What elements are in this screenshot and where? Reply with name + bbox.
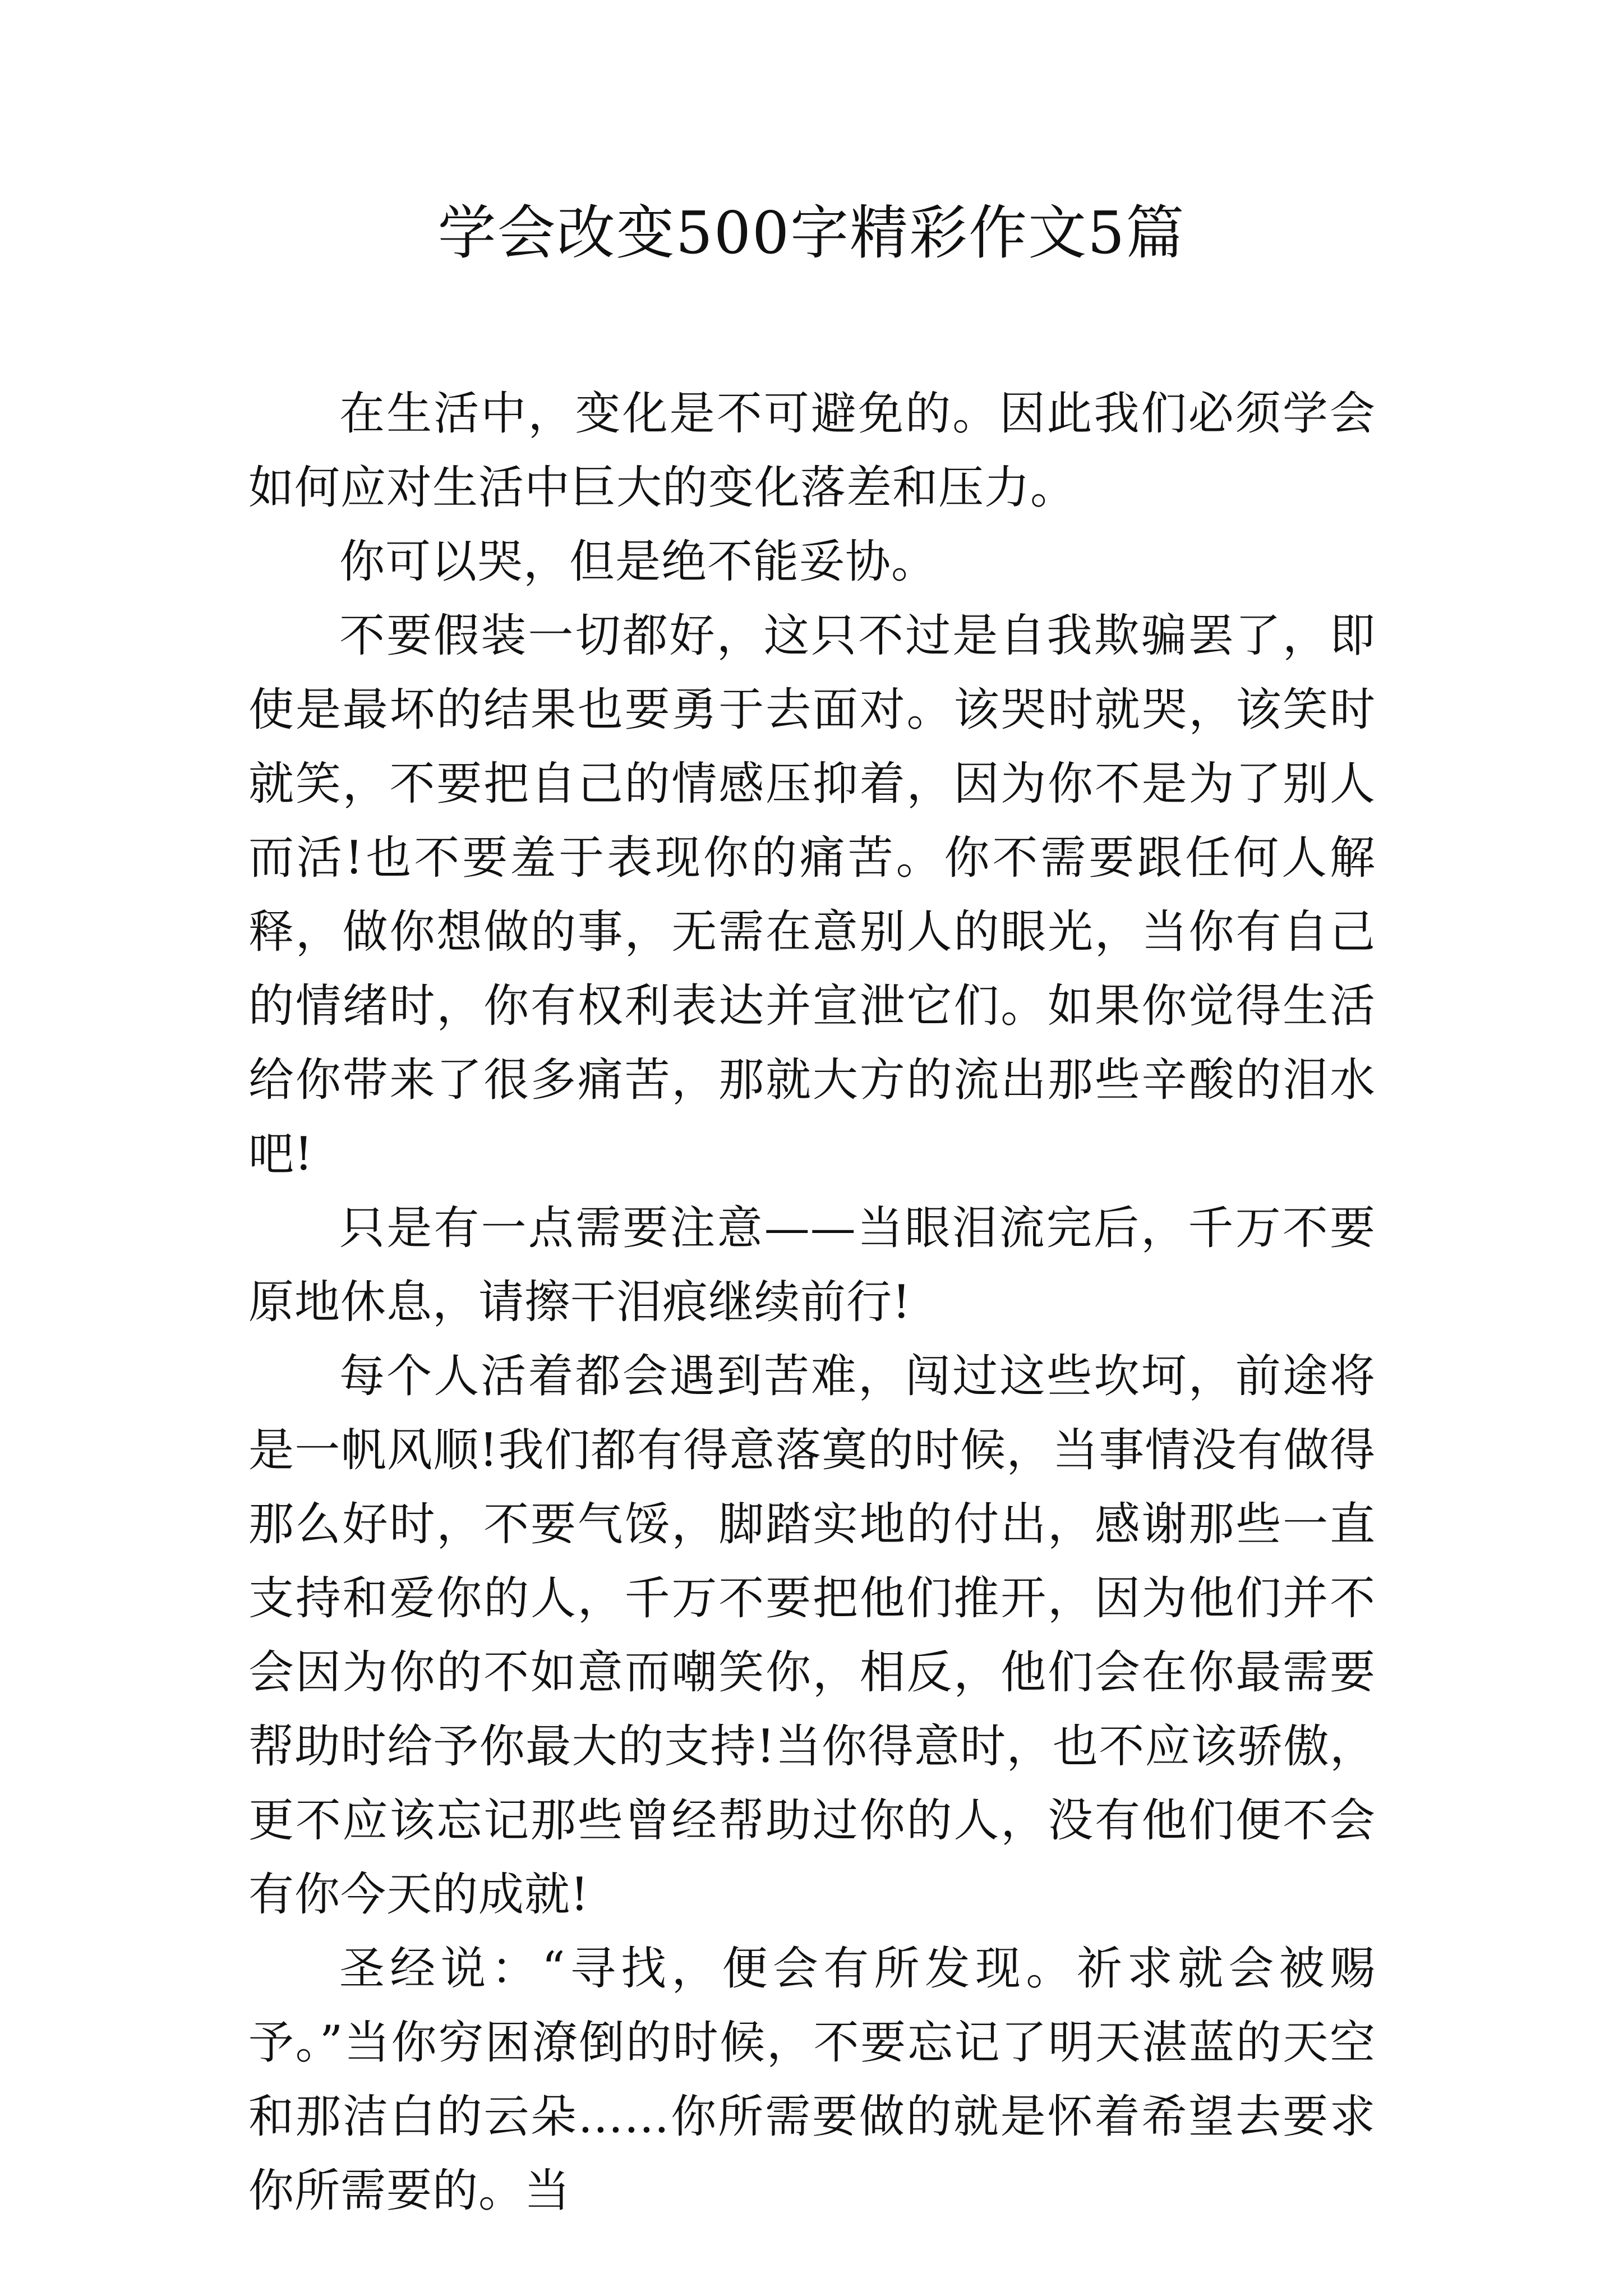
paragraph: 你可以哭，但是绝不能妥协。 (339, 536, 938, 588)
paragraph: 不要假装一切都好，这只不过是自我欺骗罢了，即使是最坏的结果也要勇于去面对。该哭时就哭，该笑时就笑，不要把自己的情感压抑着，因为你不是为了别人而活!也不要羞于表现你的痛苦。你不需要跟任何人解释，做你想做的事，无需在意别人的眼光，当你有自己的情绪时，你有权利表达并宣泄它们。如果你觉得生活给你带来了很多痛苦，那就大方的流出那些辛酸的泪水吧! (248, 610, 1376, 1181)
paragraph: 在生活中，变化是不可避免的。因此我们必须学会如何应对生活中巨大的变化落差和压力。 (248, 388, 1376, 514)
document-body (248, 377, 1376, 2228)
paragraph: 每个人活着都会遇到苦难，闯过这些坎坷，前途将是一帆风顺!我们都有得意落寞的时候，当事情没有做得那么好时，不要气馁，脚踏实地的付出，感谢那些一直支持和爱你的人，千万不要把他们推开，因为他们并不会因为你的不如意而嘲笑你，相反，他们会在你最需要帮助时给予你最大的支持!当你得意时，也不应该骄傲，更不应该忘记那些曾经帮助过你的人，没有他们便不会有你今天的成就! (248, 1350, 1376, 1921)
document-title: 学会改变500字精彩作文5篇 (437, 199, 1186, 267)
paragraph: 圣经说：“寻找，便会有所发现。祈求就会被赐予。”当你穷困潦倒的时候，不要忘记了明天湛蓝的天空和那洁白的云朵……你所需要做的就是怀着希望去要求你所需要的。当 (248, 1943, 1376, 2217)
paragraph: 只是有一点需要注意——当眼泪流完后，千万不要原地休息，请擦干泪痕继续前行! (248, 1202, 1376, 1329)
